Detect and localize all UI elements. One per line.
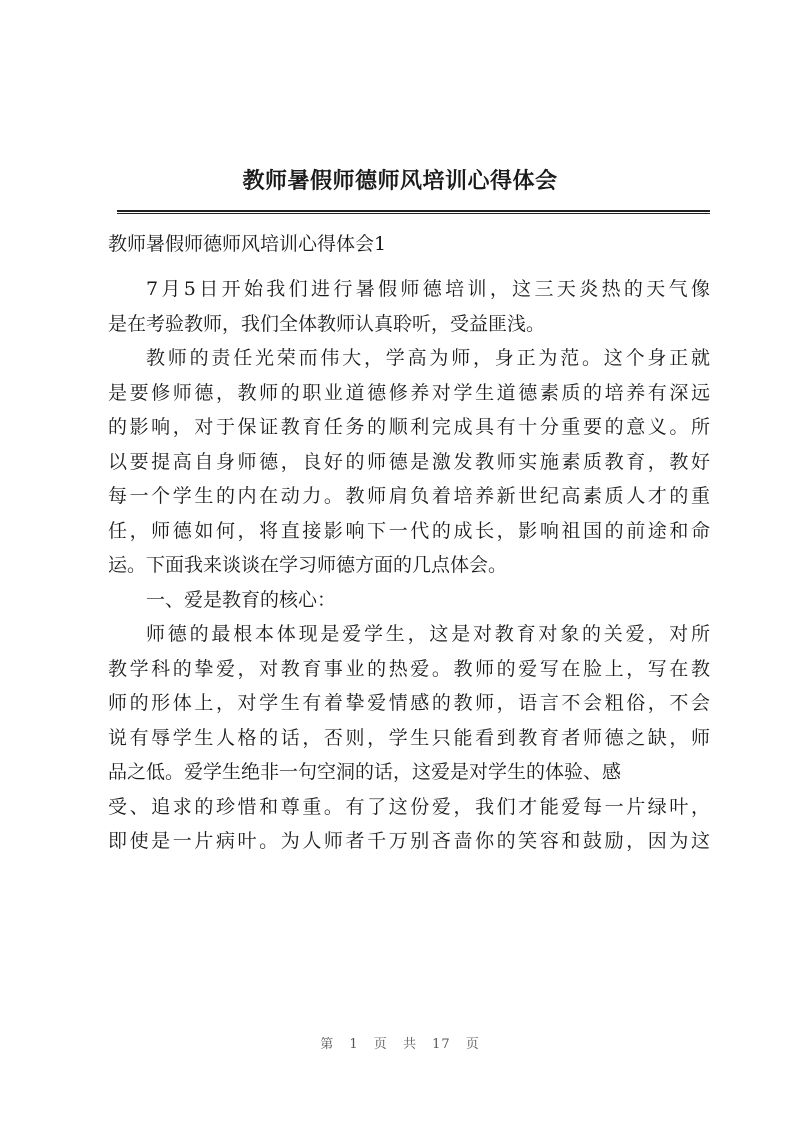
footer-total-unit: 页 (465, 1037, 480, 1052)
body-line: 运。下面我来谈谈在学习师德方面的几点体会。 (108, 554, 508, 576)
body-line: 的影响，对于保证教育任务的顺利完成具有十分重要的意义。所 (108, 416, 710, 438)
section-subtitle: 教师暑假师德师风培训心得体会1 (108, 233, 387, 255)
body-line: 是要修师德，教师的职业道德修养对学生道德素质的培养有深远 (108, 381, 710, 404)
page-title: 教师暑假师德师风培训心得体会 (242, 168, 558, 194)
body-line: 以要提高自身师德，良好的师德是激发教师实施素质教育，教好 (108, 450, 710, 473)
body-line: 师德的最根本体现是爱学生，这是对教育对象的关爱，对所 (146, 623, 710, 645)
body-line: 每一个学生的内在动力。教师肩负着培养新世纪高素质人才的重 (108, 485, 710, 507)
body-line: 7月5日开始我们进行暑假师德培训，这三天炎热的天气像 (146, 278, 710, 300)
body-line: 教师的责任光荣而伟大，学高为师，身正为范。这个身正就 (146, 347, 710, 369)
body-line: 受、追求的珍惜和尊重。有了这份爱，我们才能爱每一片绿叶， (108, 795, 710, 818)
body-line: 教学科的挚爱，对教育事业的热爱。教师的爱写在脸上，写在教 (108, 657, 710, 680)
body-line: 一、爱是教育的核心： (146, 588, 337, 611)
footer-total-label: 共 (402, 1037, 417, 1052)
title-divider (117, 210, 710, 214)
body-line: 说有辱学生人格的话，否则，学生只能看到教育者师德之缺，师 (108, 726, 710, 749)
footer-page-unit: 页 (373, 1037, 388, 1052)
footer-page-number: 1 (349, 1037, 359, 1052)
body-line: 是在考验教师，我们全体教师认真聆听，受益匪浅。 (108, 312, 546, 335)
footer-page-label: 第 (320, 1037, 335, 1052)
body-line: 即使是一片病叶。为人师者千万别吝啬你的笑容和鼓励，因为这 (108, 830, 710, 852)
footer-total-pages: 17 (432, 1037, 451, 1052)
body-text (108, 272, 710, 859)
body-line: 品之低。爱学生绝非一句空洞的话，这爱是对学生的体验、感 (108, 761, 622, 783)
body-line: 任，师德如何，将直接影响下一代的成长，影响祖国的前途和命 (108, 519, 710, 542)
body-line: 师的形体上，对学生有着挚爱情感的教师，语言不会粗俗，不会 (108, 692, 710, 714)
page-footer (0, 1033, 800, 1052)
